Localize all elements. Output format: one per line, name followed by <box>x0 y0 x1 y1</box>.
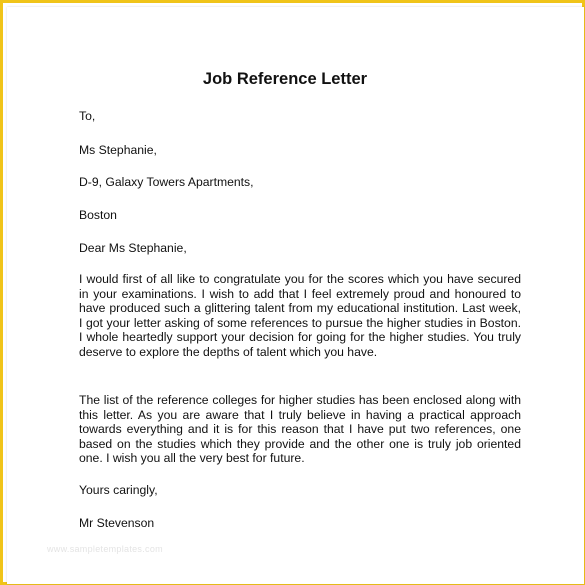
greeting: Dear Ms Stephanie, <box>79 241 187 255</box>
body-paragraph-2: The list of the reference colleges for higher studies has been enclosed along with this letter. As you are aware that I truly believe in having a practical approach towards everything and it is for this reason that I have put two references, one based on the studies which they provide and the other one is truly job oriented one. I wish you all the very best for future. <box>79 393 521 466</box>
letter-page <box>7 7 584 584</box>
watermark: www.sampletemplates.com <box>47 544 163 554</box>
recipient-city: Boston <box>79 208 117 222</box>
recipient-name: Ms Stephanie, <box>79 143 157 157</box>
closing: Yours caringly, <box>79 483 158 497</box>
body-paragraph-1: I would first of all like to congratulate you for the scores which you have secured in your examinations. I wish to add that I feel extremely proud and honoured to have produced such a glittering talent from my educational institution. Last week, I got your letter asking of some references to pursue the higher studies in Boston. I whole heartedly support your decision for going for the higher studies. You truly deserve to explore the depths of talent which you have. <box>79 272 521 359</box>
salutation-to: To, <box>79 109 96 123</box>
signature: Mr Stevenson <box>79 516 155 530</box>
recipient-address: D-9, Galaxy Towers Apartments, <box>79 175 254 189</box>
letter-title: Job Reference Letter <box>202 70 368 88</box>
